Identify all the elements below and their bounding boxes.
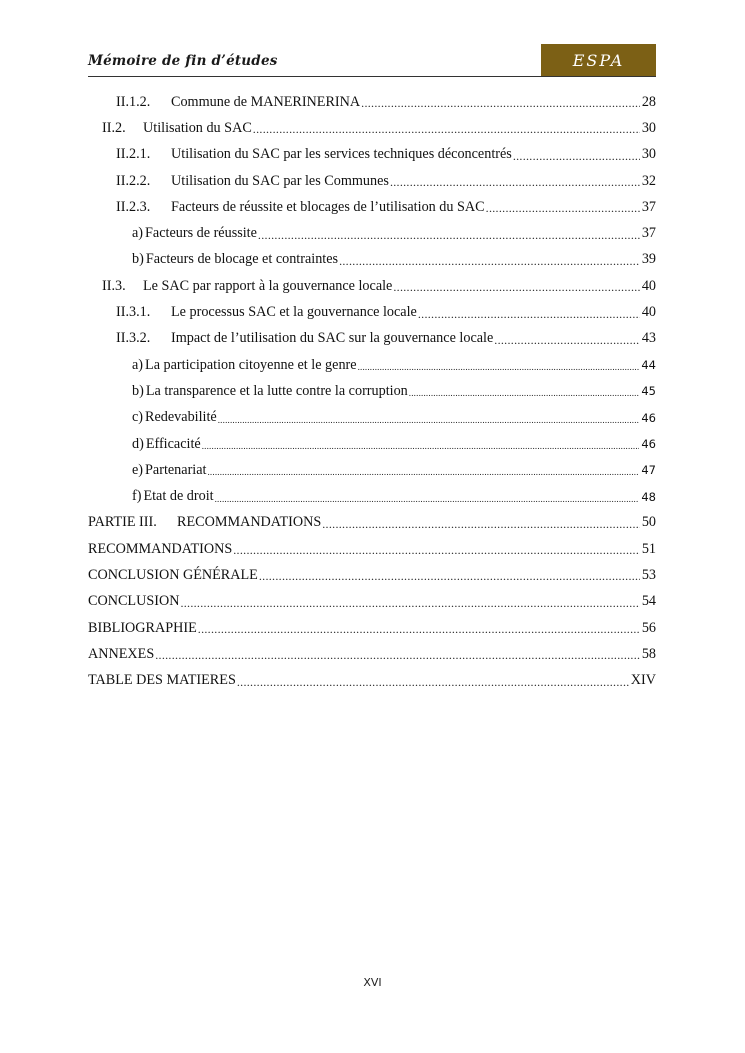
toc-entry-page: 56 <box>641 619 656 636</box>
toc-entry[interactable] <box>88 273 656 299</box>
toc-entry-title: ANNEXES <box>88 645 155 662</box>
toc-entry[interactable] <box>88 168 656 194</box>
toc-leader-dots <box>198 621 640 637</box>
toc-entry-page: 40 <box>641 277 656 294</box>
toc-entry[interactable] <box>88 589 656 615</box>
toc-entry-number: f) <box>132 488 142 505</box>
toc-entry-number: II.2. <box>102 119 126 136</box>
toc-entry-title: Facteurs de réussite <box>145 225 257 242</box>
toc-leader-dots <box>237 674 629 690</box>
toc-entry[interactable] <box>88 431 656 457</box>
toc-entry[interactable] <box>88 483 656 509</box>
toc-entry-title: La participation citoyenne et le genre <box>145 356 357 373</box>
toc-entry-title: Efficacité <box>145 435 201 452</box>
toc-entry-page: 30 <box>641 119 656 136</box>
toc-entry-page: 50 <box>641 514 656 531</box>
toc-entry-number: II.3.2. <box>116 330 151 347</box>
toc-entry-title: Utilisation du SAC par les services techniques déconcentrés <box>171 146 512 163</box>
toc-entry-title: Impact de l’utilisation du SAC sur la gouvernance locale <box>171 330 494 347</box>
toc-leader-dots <box>322 516 640 532</box>
toc-entry-page: 51 <box>641 540 656 557</box>
toc-entry-title: Partenariat <box>145 461 207 478</box>
toc-leader-dots <box>207 463 639 479</box>
toc-entry-page: 46 <box>641 410 656 425</box>
toc-leader-dots <box>258 227 640 243</box>
toc-entry-page: 37 <box>641 225 656 242</box>
header-divider <box>88 76 656 77</box>
table-of-contents <box>88 89 656 694</box>
page-header <box>88 44 656 76</box>
toc-entry-page: 58 <box>641 645 656 662</box>
toc-leader-dots <box>339 253 640 269</box>
toc-leader-dots <box>418 306 640 322</box>
header-badge: ESPA <box>541 44 656 76</box>
toc-entry[interactable] <box>88 668 656 694</box>
toc-entry[interactable] <box>88 378 656 404</box>
toc-entry-title: Redevabilité <box>145 409 217 426</box>
toc-leader-dots <box>218 411 640 427</box>
toc-entry[interactable] <box>88 510 656 536</box>
toc-entry[interactable] <box>88 142 656 168</box>
toc-leader-dots <box>233 542 640 558</box>
toc-entry-page: 45 <box>641 384 656 399</box>
toc-entry-title: Etat de droit <box>143 488 214 505</box>
toc-entry-number: II.2.2. <box>116 172 151 189</box>
toc-entry-number: a) <box>132 225 144 242</box>
toc-entry-title: Utilisation du SAC par les Communes <box>171 172 389 189</box>
toc-entry-title: RECOMMANDATIONS <box>88 540 233 557</box>
toc-entry[interactable] <box>88 194 656 220</box>
toc-entry-page: 54 <box>641 593 656 610</box>
toc-leader-dots <box>358 358 640 374</box>
toc-leader-dots <box>494 332 640 348</box>
toc-entry-page: 39 <box>641 251 656 268</box>
toc-entry-page: 48 <box>641 489 656 504</box>
toc-leader-dots <box>409 384 640 400</box>
toc-entry-number: II.1.2. <box>116 93 151 110</box>
toc-entry-title: CONCLUSION <box>88 593 180 610</box>
toc-entry-title: Facteurs de réussite et blocages de l’utilisation du SAC <box>171 198 485 215</box>
toc-entry-page: 44 <box>641 358 656 373</box>
toc-entry[interactable] <box>88 247 656 273</box>
toc-entry[interactable] <box>88 641 656 667</box>
toc-entry-number: II.2.1. <box>116 146 151 163</box>
toc-leader-dots <box>513 148 640 164</box>
toc-entry[interactable] <box>88 299 656 325</box>
toc-entry-number: c) <box>132 409 144 426</box>
toc-entry-page: 46 <box>641 437 656 451</box>
toc-entry-title: TABLE DES MATIERES <box>88 672 236 689</box>
toc-entry[interactable] <box>88 457 656 483</box>
toc-entry[interactable] <box>88 405 656 431</box>
toc-entry[interactable] <box>88 326 656 352</box>
toc-entry-number: PARTIE III. <box>88 514 157 531</box>
toc-entry-title: Commune de MANERINERINA <box>171 93 361 110</box>
toc-leader-dots <box>486 200 640 216</box>
toc-leader-dots <box>253 121 640 137</box>
toc-entry-page: 47 <box>641 463 656 478</box>
toc-leader-dots <box>180 595 639 611</box>
toc-entry-number: b) <box>132 382 144 399</box>
toc-leader-dots <box>259 568 640 584</box>
toc-leader-dots <box>390 174 640 190</box>
toc-leader-dots <box>361 95 640 111</box>
toc-entry-page: 28 <box>641 93 656 110</box>
toc-entry-title: La transparence et la lutte contre la corruption <box>145 382 408 399</box>
toc-entry-title: Facteurs de blocage et contraintes <box>145 251 339 268</box>
toc-entry-title: CONCLUSION GÉNÉRALE <box>88 566 258 583</box>
toc-entry-title: Le processus SAC et la gouvernance locale <box>171 304 417 321</box>
toc-entry-number: II.2.3. <box>116 198 151 215</box>
toc-entry-number: e) <box>132 461 144 478</box>
toc-entry-title: Le SAC par rapport à la gouvernance locale <box>143 277 393 294</box>
toc-entry-title: RECOMMANDATIONS <box>177 514 322 531</box>
toc-entry[interactable] <box>88 89 656 115</box>
toc-entry[interactable] <box>88 220 656 246</box>
toc-leader-dots <box>393 279 639 295</box>
toc-entry-page: XIV <box>630 672 656 689</box>
toc-entry[interactable] <box>88 536 656 562</box>
toc-entry-number: b) <box>132 251 144 268</box>
toc-entry-title: BIBLIOGRAPHIE <box>88 619 197 636</box>
toc-entry-number: a) <box>132 356 144 373</box>
toc-entry-page: 53 <box>641 566 656 583</box>
toc-entry-page: 37 <box>641 198 656 215</box>
toc-leader-dots <box>155 647 640 663</box>
toc-entry-number: II.3. <box>102 277 126 294</box>
toc-leader-dots <box>215 490 640 506</box>
header-title: Mémoire de fin d’études <box>88 53 278 69</box>
toc-entry[interactable] <box>88 115 656 141</box>
toc-entry[interactable] <box>88 352 656 378</box>
toc-entry[interactable] <box>88 562 656 588</box>
toc-entry-number: II.3.1. <box>116 304 151 321</box>
toc-entry[interactable] <box>88 615 656 641</box>
page-number: XVI <box>363 976 382 989</box>
toc-entry-page: 40 <box>641 304 656 321</box>
toc-entry-page: 32 <box>641 172 656 189</box>
toc-entry-title: Utilisation du SAC <box>143 119 252 136</box>
toc-entry-page: 43 <box>641 330 656 347</box>
toc-entry-number: d) <box>132 435 144 452</box>
toc-entry-page: 30 <box>641 146 656 163</box>
toc-leader-dots <box>202 437 640 453</box>
